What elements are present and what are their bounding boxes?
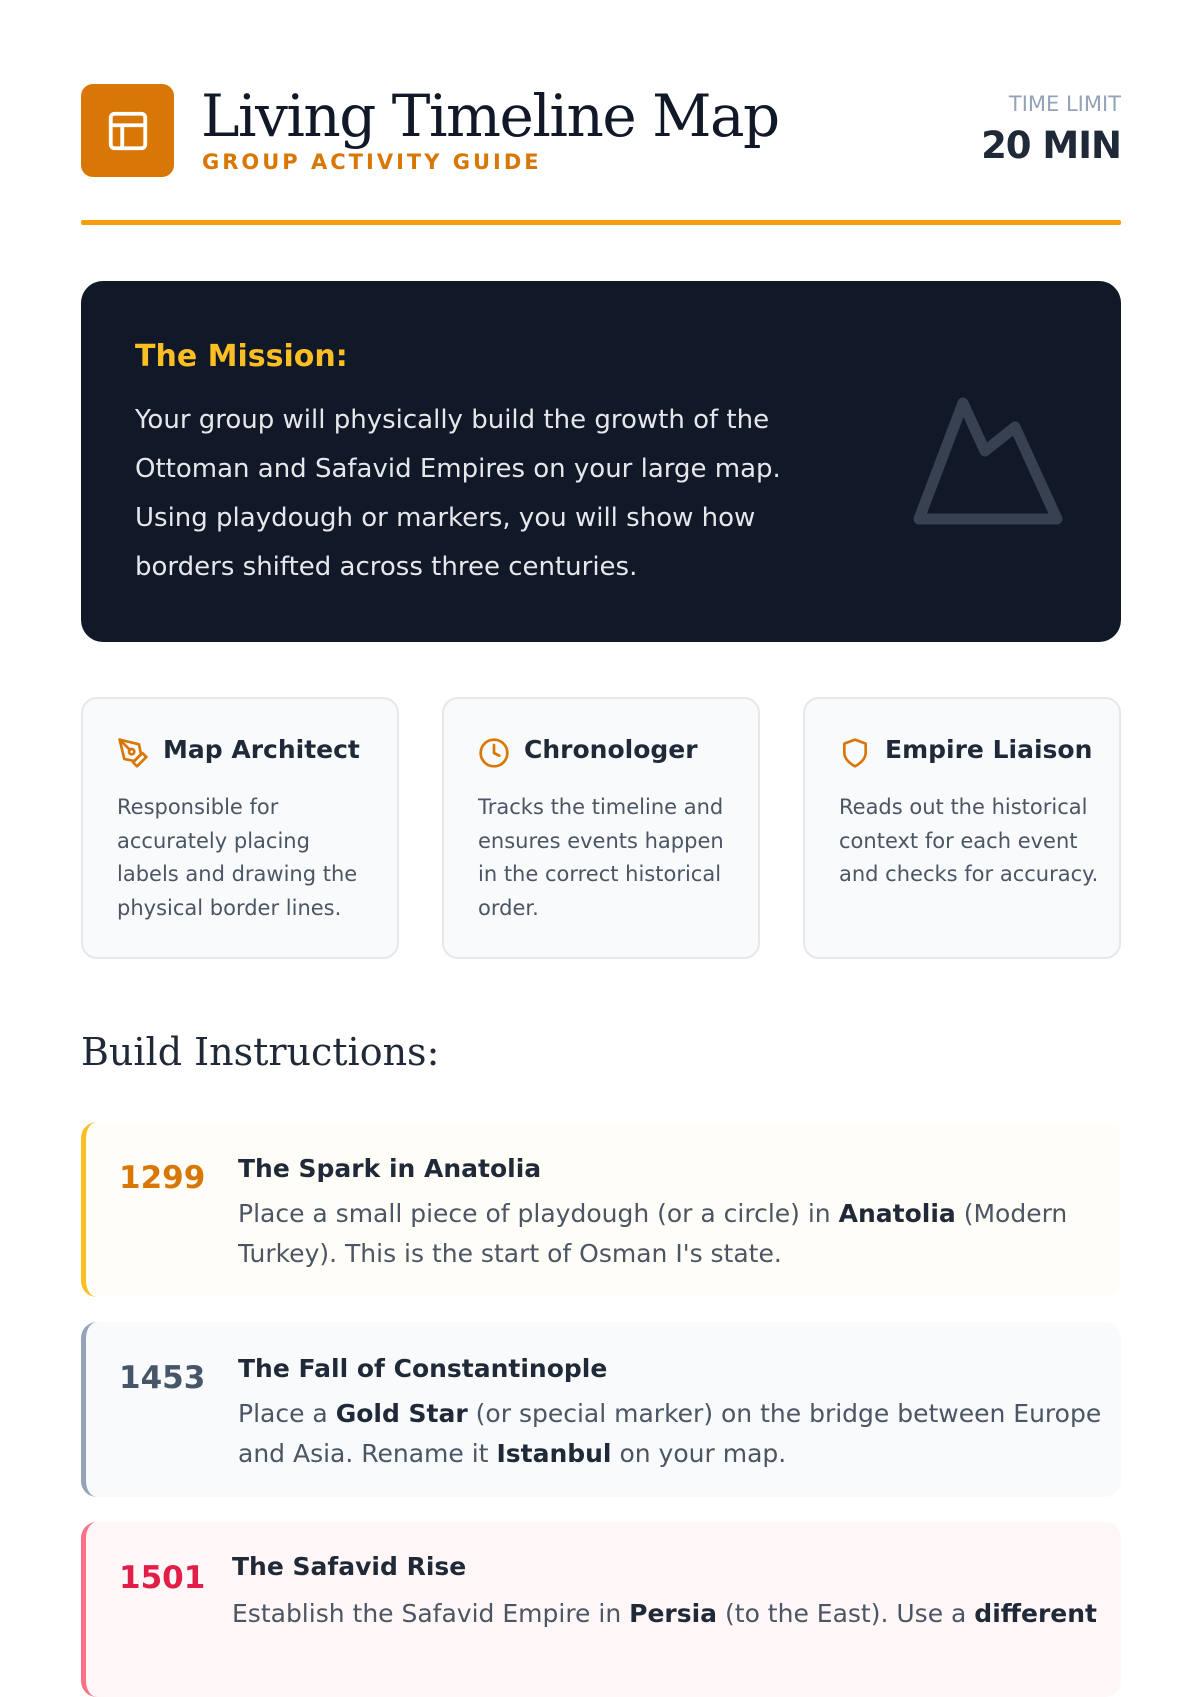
layout-icon (105, 108, 151, 154)
step-1501 (81, 1522, 1121, 1697)
step-text-run: (to the East). Use a (717, 1599, 975, 1628)
page-title: Living Timeline Map (201, 82, 779, 150)
step-1453 (81, 1322, 1121, 1497)
role-description: Responsible for accurately placing labels and drawing the physical border lines. (117, 795, 358, 920)
role-description: Tracks the timeline and ensures events happen in the correct historical order. (478, 795, 724, 920)
step-text-run: Establish the Safavid Empire in (232, 1599, 630, 1628)
time-limit-value: 20 MIN (981, 124, 1121, 167)
role-description: Reads out the historical context for each event and checks for accuracy. (839, 795, 1099, 886)
shield-icon (839, 737, 871, 769)
build-instructions-heading: Build Instructions: (81, 1030, 440, 1074)
step-description (232, 1594, 1102, 1634)
step-text-run: (or special marker) on the bridge between Europe and Asia. Rename it (238, 1399, 1102, 1468)
mission-card (81, 281, 1121, 642)
step-emphasis: Persia (629, 1599, 718, 1628)
page-subtitle: GROUP ACTIVITY GUIDE (202, 150, 542, 174)
role-title: Empire Liaison (885, 735, 1093, 764)
header-divider (81, 220, 1121, 225)
step-year: 1453 (119, 1360, 206, 1396)
step-title: The Safavid Rise (232, 1552, 467, 1581)
step-1299 (81, 1122, 1121, 1297)
mission-heading: The Mission: (135, 339, 348, 374)
step-emphasis: Istanbul (496, 1439, 612, 1468)
step-emphasis: Anatolia (838, 1199, 956, 1228)
time-limit-label: TIME LIMIT (1008, 92, 1121, 116)
step-text-run: Place a (238, 1399, 336, 1428)
page-header (81, 84, 1121, 180)
step-title: The Spark in Anatolia (238, 1154, 542, 1183)
pen-tool-icon (117, 737, 149, 769)
role-card-empire-liaison (803, 697, 1121, 959)
step-title: The Fall of Constantinople (238, 1354, 608, 1383)
role-card-map-architect (81, 697, 399, 959)
role-title: Chronologer (524, 735, 698, 764)
step-text-run: Place a small piece of playdough (or a circle) in (238, 1199, 839, 1228)
mountain-icon (911, 391, 1071, 531)
step-description (238, 1394, 1108, 1474)
step-text-run: on your map. (611, 1439, 787, 1468)
step-year: 1501 (119, 1560, 206, 1596)
step-description (238, 1194, 1108, 1274)
logo (81, 84, 174, 177)
clock-icon (478, 737, 510, 769)
step-year: 1299 (119, 1160, 206, 1196)
mission-text: Your group will physically build the growth of the Ottoman and Safavid Empires on your large map. Using playdough or markers, you will show how borders shifted across three centuries. (135, 405, 781, 582)
role-title: Map Architect (163, 735, 360, 764)
step-emphasis: Gold Star (335, 1399, 468, 1428)
step-emphasis: different (974, 1599, 1098, 1628)
step-text-run: (Modern Turkey). This is the start of Osman I's state. (238, 1199, 1068, 1268)
role-card-chronologer (442, 697, 760, 959)
